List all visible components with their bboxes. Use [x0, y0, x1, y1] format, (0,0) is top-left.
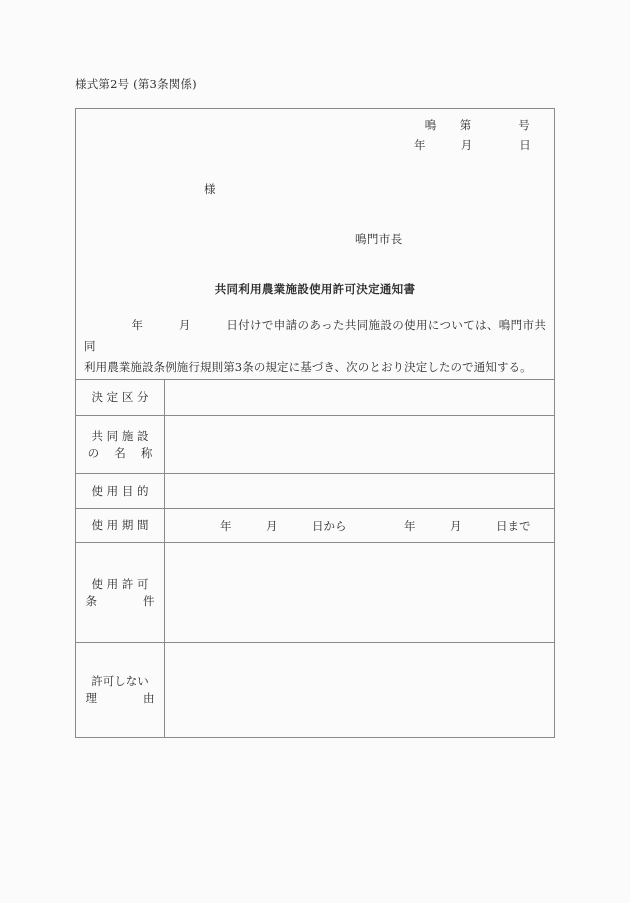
row-label-text: 使 用 期 間 — [91, 518, 149, 532]
table-row — [76, 380, 554, 416]
table-row — [76, 416, 554, 474]
row-value-period[interactable]: 年 月 日から 年 月 日まで — [220, 518, 531, 533]
row-label-permit-conditions — [76, 543, 165, 642]
table-row — [76, 509, 554, 543]
row-label-text: の 名 称 — [87, 445, 153, 460]
row-label-text: 使 用 目 的 — [91, 483, 149, 498]
document-title: 共同利用農業施設使用許可決定通知書 — [214, 282, 416, 296]
table-row — [76, 474, 554, 509]
addressee-honorific: 様 — [204, 182, 216, 196]
row-label-text: 決 定 区 分 — [91, 390, 149, 404]
table-row — [76, 643, 554, 737]
row-value-facility-name[interactable] — [165, 416, 554, 473]
body-paragraph — [84, 315, 546, 378]
row-value-purpose[interactable] — [165, 474, 554, 508]
row-label-facility-name — [76, 416, 165, 473]
row-value-decision[interactable] — [165, 380, 554, 415]
issuer-name: 鳴門市長 — [355, 232, 403, 246]
document-date-line: 年 月 日 — [414, 138, 531, 152]
row-value-permit-conditions[interactable] — [165, 543, 554, 642]
table-row — [76, 543, 554, 643]
body-paragraph-line-2: 利用農業施設条例施行規則第3条の規定に基づき、次のとおり決定したので通知する。 — [84, 360, 532, 374]
row-label-text: 理 由 — [85, 691, 155, 705]
row-label-decision — [76, 380, 165, 415]
document-frame — [75, 108, 555, 738]
row-label-denial-reason — [76, 643, 165, 737]
document-number-line: 鳴 第 号 — [424, 118, 530, 132]
row-label-purpose — [76, 474, 165, 508]
row-label-text: 条 件 — [85, 593, 155, 608]
row-label-text: 共 同 施 設 — [91, 428, 149, 443]
letter-header-section — [76, 109, 554, 380]
row-label-text: 使 用 許 可 — [91, 576, 149, 591]
body-paragraph-line-1: 年 月 日付けで申請のあった共同施設の使用については、鳴門市共同 — [84, 318, 546, 353]
row-label-text: 許可しない — [91, 674, 149, 688]
decision-table — [76, 380, 554, 737]
row-label-period — [76, 509, 165, 542]
row-value-denial-reason[interactable] — [165, 643, 554, 737]
form-number-caption: 様式第2号 (第3条関係) — [75, 77, 197, 91]
